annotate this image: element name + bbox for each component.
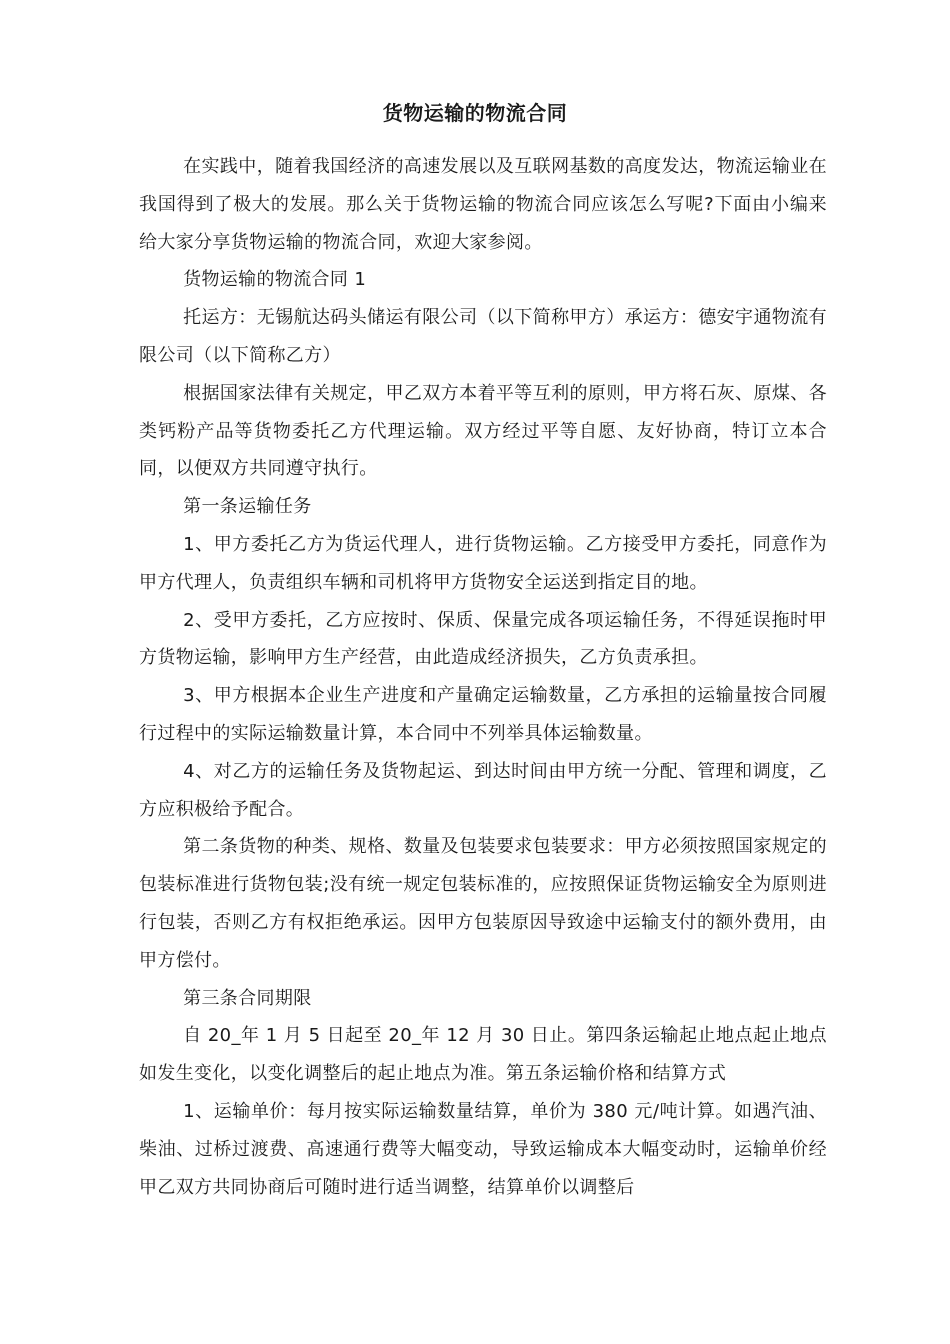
document-title: 货物运输的物流合同 [382,101,568,125]
article-1-item-4: 4、对乙方的运输任务及货物起运、到达时间由甲方统一分配、管理和调度，乙方应积极给予配合。 [139,760,827,820]
contract-heading: 货物运输的物流合同 1 [183,269,367,291]
article-3-heading: 第三条合同期限 [183,987,312,1009]
article-2-packaging: 第二条货物的种类、规格、数量及包装要求包装要求：甲方必须按照国家规定的包装标准进行货物包装;没有统一规定包装标准的，应按照保证货物运输安全为原则进行包装，否则乙方有权拒绝承运。因甲方包装原因导致途中运输支付的额外费用，由甲方偿付。 [139,836,827,971]
paragraph-parties: 托运方：无锡航达码头储运有限公司（以下简称甲方）承运方：德安宇通物流有限公司（以下简称乙方） [139,307,827,366]
article-1-heading: 第一条运输任务 [183,496,312,518]
article-1-item-3: 3、甲方根据本企业生产进度和产量确定运输数量，乙方承担的运输量按合同履行过程中的实际运输数量计算，本合同中不列举具体运输数量。 [139,685,827,744]
article-1-item-1: 1、甲方委托乙方为货运代理人，进行货物运输。乙方接受甲方委托，同意作为甲方代理人，负责组织车辆和司机将甲方货物安全运送到指定目的地。 [139,533,827,593]
paragraph-intro: 在实践中，随着我国经济的高速发展以及互联网基数的高度发达，物流运输业在我国得到了极大的发展。那么关于货物运输的物流合同应该怎么写呢?下面由小编来给大家分享货物运输的物流合同，欢迎大家参阅。 [139,156,827,253]
article-1-item-2: 2、受甲方委托，乙方应按时、保质、保量完成各项运输任务，不得延误拖时甲方货物运输，影响甲方生产经营，由此造成经济损失，乙方负责承担。 [139,609,827,669]
article-3-term: 自 20_年 1 月 5 日起至 20_年 12 月 30 日止。第四条运输起止地点起止地点如发生变化，以变化调整后的起止地点为准。第五条运输价格和结算方式 [139,1025,827,1085]
article-5-item-1: 1、运输单价：每月按实际运输数量结算，单价为 380 元/吨计算。如遇汽油、柴油、过桥过渡费、高速通行费等大幅变动，导致运输成本大幅变动时，运输单价经甲乙双方共同协商后可随时进行适当调整，结算单价以调整后 [139,1100,827,1198]
paragraph-preamble: 根据国家法律有关规定，甲乙双方本着平等互利的原则，甲方将石灰、原煤、各类钙粉产品等货物委托乙方代理运输。双方经过平等自愿、友好协商，特订立本合同，以便双方共同遵守执行。 [139,382,827,480]
document-body [139,148,827,1206]
